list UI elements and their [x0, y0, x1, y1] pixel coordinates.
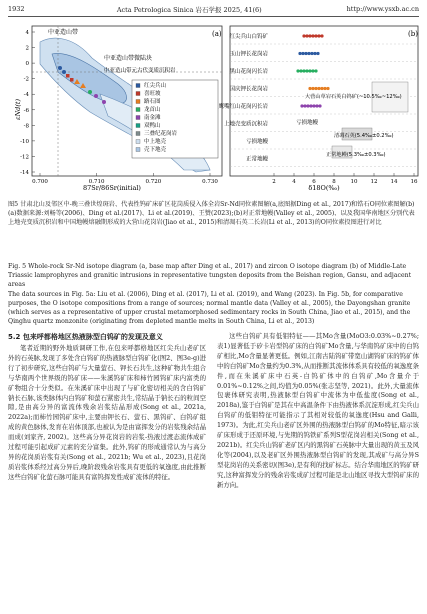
x-tick-label: 0.720 — [145, 179, 162, 185]
y-tick-label: -14 — [20, 170, 29, 176]
annotation: 正常地幔(5.3‰±0.3‰) — [326, 152, 386, 158]
zircon-point — [317, 87, 320, 90]
x-axis-label: δ18O(‰) — [308, 184, 340, 192]
y-tick-label: -12 — [20, 154, 29, 161]
y-axis-label: εNd(t) — [14, 98, 22, 120]
legend-swatch — [136, 84, 140, 88]
y-tick-label: 2 — [25, 45, 29, 52]
zircon-point — [296, 69, 299, 72]
zircon-point — [306, 104, 309, 107]
legend-swatch — [136, 124, 140, 128]
row-label: 鹰嘴红山花岗闪长岩 — [218, 104, 268, 110]
zircon-point — [317, 34, 320, 37]
row-label: 上地壳变质沉积岩 — [223, 121, 268, 128]
panel-label: (a) — [212, 30, 222, 38]
row-label: 国庆钾长花岗岩 — [229, 86, 268, 93]
y-tick-label: -8 — [23, 123, 29, 130]
header-rule — [8, 16, 419, 17]
sample-point — [62, 70, 66, 74]
y-tick-label: -6 — [23, 107, 29, 114]
field-label: 中亚造山带 — [48, 29, 79, 36]
sample-point — [58, 66, 62, 70]
zircon-point — [326, 87, 329, 90]
legend-swatch — [136, 116, 140, 120]
zircon-point — [309, 104, 312, 107]
zircon-point — [300, 104, 303, 107]
row-label: 亏损地幔 — [245, 139, 268, 145]
y-tick-label: 4 — [25, 30, 29, 36]
sample-point — [88, 90, 92, 94]
y-tick-label: -10 — [20, 138, 29, 145]
figure-caption-cn — [8, 200, 419, 228]
zircon-point — [305, 34, 308, 37]
sample-point — [94, 94, 98, 98]
zircon-point — [312, 104, 315, 107]
zircon-point — [303, 104, 306, 107]
legend-swatch — [136, 108, 140, 112]
zircon-point — [305, 69, 308, 72]
caption-en-note: The data sources in Fig. 5a: Liu et al. (2006), Ding et al. (2017), Li et al. (2019), and Wang (2023). In Fig. 5b, for comparative purposes, the O isotope compositions from a range of sources; normal mantle data (Valley et al., 2005), the Dayongshan granite (which serves as a representative of upper crustal metamorphosed sedimentary rocks in South China, Jiao et al., 2015), and the Qinghu quartz monzonite (originating from depleted mantle melts in South China, Li et al., 2013) — [8, 290, 411, 326]
x-tick-labels — [272, 173, 418, 185]
page-number: 1932 — [8, 5, 25, 13]
x-tick-label: 0.730 — [202, 179, 218, 185]
x-tick-label: 14 — [390, 179, 398, 185]
figure-5 — [0, 20, 427, 192]
x-tick-label: 0.710 — [88, 179, 105, 185]
running-header — [8, 3, 419, 15]
field-label: 中亚造山带元古代变质沉积岩 — [104, 68, 176, 74]
caption-cn-title: 图5 甘肃北山及邻区中-晚三叠世煌斑岩、代表性钨矿床矿区花岗质侵入体全岩Sr-Nd同位素图解(a,底图据Ding et al., 2017)和锆石O同位素图解(b) — [8, 201, 415, 208]
figure-caption-en — [8, 262, 419, 326]
zircon-point — [323, 87, 326, 90]
zircon-point — [308, 87, 311, 90]
panel-a — [14, 26, 222, 192]
legend-entry: 南金滩 — [144, 115, 161, 121]
legend-entry: 三叠纪花岗岩 — [144, 131, 178, 137]
caption-en-title: Fig. 5 Whole-rock Sr-Nd isotope diagram (a, base map after Ding et al., 2017) and zircon O isotope diagram (b) of Middle-Late Triassic lamprophyres and granitic intrusions in representative tungsten deposits from the Beishan region, Gansu, and adjacent areas — [8, 263, 412, 289]
zircon-point — [298, 52, 301, 55]
caption-cn-note: (a)数据来源:刘畅等(2006)、Ding et al.(2017)、Li et al.(2019)、王赞(2023);(b)对正常地幔(Valley et al., 2005)、以及我国华南地区分别代表上地壳变质沉积岩和中国地幔熔融期形成的大营山花岗岩(Jiao et al., 2015)和清凋石英二长岩(Li et al., 2013)的O同位素投图进行对比 — [8, 210, 415, 227]
zircon-point — [302, 34, 305, 37]
zircon-point — [304, 52, 307, 55]
legend-entry: 喜旺坡 — [144, 91, 161, 97]
legend-swatch — [136, 140, 140, 144]
row-label: 红尖兵山白钨矿 — [229, 34, 268, 40]
x-tick-label: 8 — [332, 179, 336, 185]
paragraph: 这些白钨矿具有低钼特征——其Mo含量(MoO3:0.03%~0.27%;表1)显著低于矽卡岩型钨矿床的白钨矿Mo含量,与华南钨矿床中的白钨矿相比,Mo含量显著更低。例如,江南古陆钨矿带宽山湖钨矿床的钨矿体中的白钨矿Mo含量约为0.3%,从而推断其流体体系具有较低的氧逸度条件,而在朱溪矿床中石英-白钨矿体中的白钨矿,Mo含量介于0.01%~0.12%之间,均值为0.05%(张志坚等, 2021)。此外,大量流体包裹体研究表明,热液脉型白钨矿中流体为中低盐度(Song et al., 2018a),鉴于白钨矿是其在中高温条件下由热液体系沉淀形成,红尖兵山白钨矿的低钼特征可能指示了其相对较低的氧逸度(Hsu and Galli, 1973)。为此,红尖兵山老矿区外围的热液脉型白钨矿的Mo特征,暗示该矿床形成于还原环境,与先期的钨铁矿系列S型花岗岩相关(Song et al., 2021b)。红尖兵山钨矿老矿区内的黑钨矿石英脉中大量出现的黄玉及风化等(2004),以及老矿区外围热液脉型白钨矿的发现,其成矿与高分异S型花岗岩的关系密切(图3e),是有利的找矿标志。结合华南地区的钨矿研究,这种富挥发分的残余岩浆成矿过程可能是北山地区寻找大型钨矿床的新方向。 — [217, 332, 419, 489]
row-label: 玉山钾长花岗岩 — [229, 51, 268, 58]
panel-label: (b) — [408, 30, 418, 38]
paragraph: 笔者近期的野外地质调研工作,在包来呼都格地区红尖兵山老矿区外的石英脉,发现了多处含白钨矿的热液脉型白钨矿化(图2、图3e-g)进行了初步研究,这些白钨矿与大量萤石、钾长石共生,这种矿物共生组合与华南两个世界级的钨矿床——朱溪钨矿床和柿竹园钨矿床内富类的矿物组合十分类似。在朱溪矿床中出现了与矿化密切相关的含白钨矿钠长石脉,该类脉体内白钨矿和萤石紧密共生,常结晶于钠长石的粒间空隙,是由高分异的富流体残余岩浆结晶形成(Song et al., 2021a, 2022a);而柿竹园钨矿床中,主要由钾长石、萤石、黑钨矿、白钨矿组成的黄色脉体,发育在岩体顶部,也被认为是由富挥发分的岩浆残余结晶而成(刘家齐, 2002)。这些高分异花岗岩的岩浆-热液过渡态流体成矿过程可能引起成矿元素的充分富集。此外,钨矿的形成通常认为与高分异的花岗质岩浆有关(Song et al., 2021b; Wu et al., 2023),且花岗质岩浆体系经过高分异后,晚阶段残余岩浆具有更低的氧逸度,由此推断这些白钨矿化萤石脉可能具有富钨挥发性成矿流体的特征。 — [8, 344, 206, 481]
y-tick-label: -2 — [23, 76, 29, 83]
zircon-point — [320, 34, 323, 37]
field-label: 中亚造山带微陆块 — [104, 55, 153, 62]
zircon-point — [307, 52, 310, 55]
zircon-point — [318, 104, 321, 107]
row-label: 黑山花岗闪长岩 — [229, 69, 268, 75]
x-tick-label: 10 — [350, 179, 358, 185]
zircon-point — [308, 69, 311, 72]
zircon-point — [314, 87, 317, 90]
zircon-point — [311, 69, 314, 72]
zircon-point — [316, 52, 319, 55]
sample-point — [66, 74, 70, 78]
x-tick-label: 16 — [410, 179, 418, 185]
zircon-point — [311, 34, 314, 37]
x-tick-label: 12 — [370, 179, 378, 185]
legend-swatch — [136, 148, 140, 152]
x-axis-label: 87Sr/86Sr(initial) — [83, 184, 141, 192]
zircon-point — [313, 52, 316, 55]
journal-name: Acta Petrologica Sinica 岩石学报 2025, 41(6) — [116, 5, 262, 14]
body-column-right — [217, 332, 419, 491]
panel-b — [218, 26, 418, 192]
y-tick-label: 0 — [25, 61, 29, 68]
x-tick-label: 2 — [272, 179, 276, 185]
annotation: 大营山草宕石英白钨矿(~10.5‰~12‰) — [305, 94, 402, 100]
zircon-point — [310, 52, 313, 55]
legend-entry: 红尖兵山 — [144, 83, 167, 89]
y-tick-labels — [20, 30, 35, 176]
legend-entry: 壳下地壳 — [144, 147, 167, 153]
zircon-point — [314, 34, 317, 37]
section-heading: 5.2 包来呼都格地区热液脉型白钨矿的发现及意义 — [8, 333, 163, 341]
legend-entry: 中上地壳 — [144, 139, 167, 145]
zircon-point — [311, 87, 314, 90]
x-tick-label: 0.700 — [32, 179, 48, 185]
zircon-point — [308, 34, 311, 37]
legend-swatch — [136, 132, 140, 136]
sample-point — [70, 78, 74, 82]
body-column-left — [8, 344, 206, 483]
zircon-point — [302, 69, 305, 72]
y-tick-label: -4 — [23, 92, 29, 99]
legend-entry: 龙首山 — [144, 107, 161, 113]
annotation: 清凋石英(5.4‰±0.2‰) — [334, 133, 394, 139]
x-tick-label: 6 — [312, 179, 316, 185]
legend-swatch — [136, 92, 140, 96]
legend-swatch — [136, 100, 140, 104]
zircon-point — [320, 87, 323, 90]
row-label: 正常地幔 — [245, 156, 268, 163]
zircon-point — [315, 104, 318, 107]
zircon-point — [301, 52, 304, 55]
legend-entry: 路石图 — [144, 99, 161, 105]
legend-entry: 双鸭山 — [144, 123, 161, 129]
sample-point — [102, 100, 106, 104]
x-tick-label: 4 — [292, 179, 296, 185]
zircon-point — [299, 69, 302, 72]
journal-url: http://www.ysxb.ac.cn — [346, 5, 419, 13]
annotation: 亏损地幔 — [296, 120, 319, 126]
zircon-point — [314, 69, 317, 72]
